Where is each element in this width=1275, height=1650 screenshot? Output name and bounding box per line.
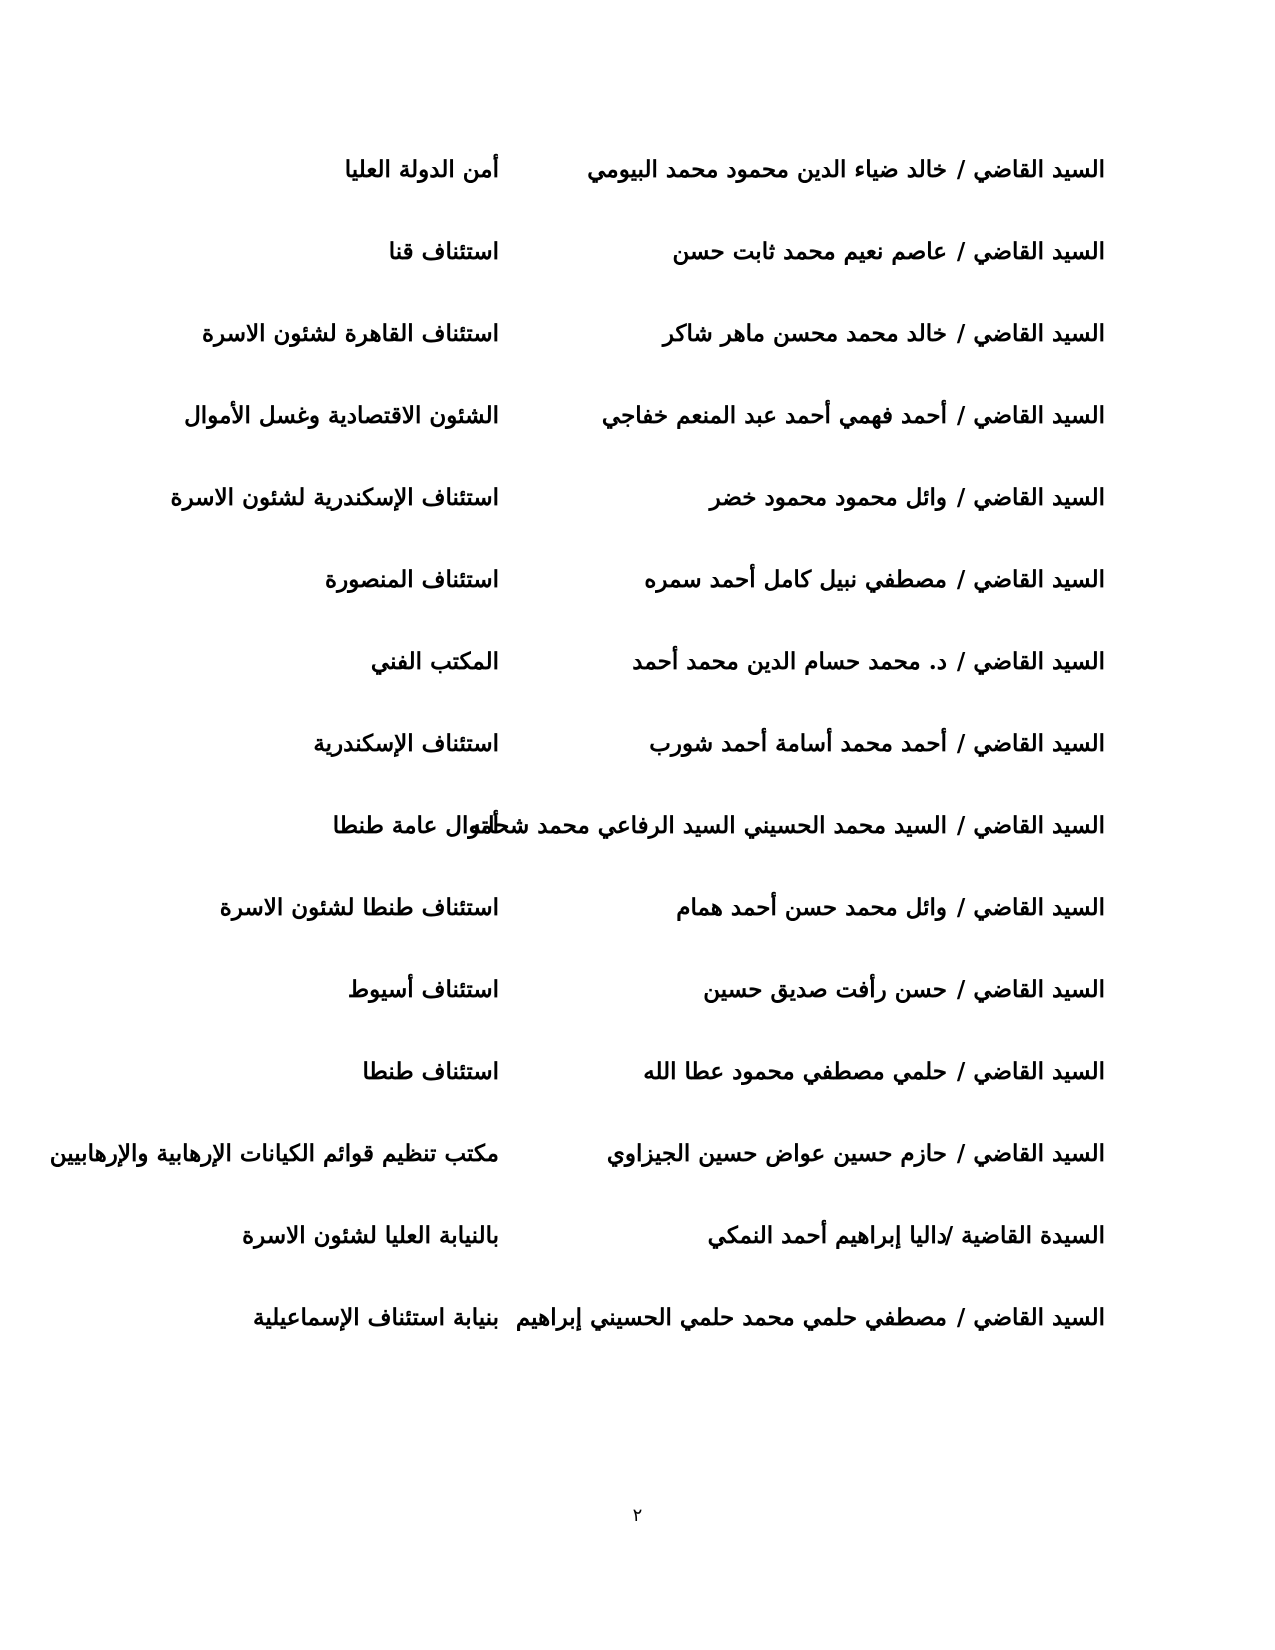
entry-row-15 [0, 1298, 1275, 1338]
entry-name: وائل محمود محمود خضر [709, 484, 947, 511]
entry-department: استئناف المنصورة [325, 566, 499, 593]
entry-title: السيد القاضي / [956, 402, 1105, 429]
entry-department: مكتب تنظيم قوائم الكيانات الإرهابية والإرهابيين [49, 1140, 499, 1167]
entry-row-9 [0, 806, 1275, 846]
entry-department: أمن الدولة العليا [344, 156, 499, 183]
entry-title: السيد القاضي / [956, 1140, 1105, 1167]
entry-name: وائل محمد حسن أحمد همام [676, 894, 947, 921]
entry-department: استئناف الإسكندرية [313, 730, 499, 757]
entry-department: بالنيابة العليا لشئون الاسرة [242, 1222, 499, 1249]
entry-title: السيد القاضي / [956, 238, 1105, 265]
entry-row-12 [0, 1052, 1275, 1092]
entry-row-2 [0, 232, 1275, 272]
entry-department: استئناف الإسكندرية لشئون الاسرة [170, 484, 499, 511]
entry-department: استئناف طنطا [362, 1058, 499, 1085]
entry-name: حسن رأفت صديق حسين [703, 976, 947, 1003]
entry-title: السيد القاضي / [956, 1304, 1105, 1331]
entry-department: الشئون الاقتصادية وغسل الأموال [184, 402, 499, 429]
entry-title: السيد القاضي / [956, 976, 1105, 1003]
entry-department: بنيابة استئناف الإسماعيلية [252, 1304, 499, 1331]
entry-name: السيد محمد الحسيني السيد الرفاعي محمد شحاته [469, 812, 947, 839]
entry-title: السيد القاضي / [956, 566, 1105, 593]
entry-title: السيد القاضي / [956, 894, 1105, 921]
page-number: ٢ [632, 1505, 643, 1526]
entry-row-6 [0, 560, 1275, 600]
entry-department: أموال عامة طنطا [332, 812, 499, 839]
entry-name: أحمد فهمي أحمد عبد المنعم خفاجي [601, 402, 947, 429]
entry-row-3 [0, 314, 1275, 354]
entry-name: داليا إبراهيم أحمد النمكي [707, 1222, 947, 1249]
entry-row-4 [0, 396, 1275, 436]
entry-title: السيد القاضي / [956, 812, 1105, 839]
entry-department: المكتب الفني [370, 648, 499, 675]
entry-title: السيد القاضي / [956, 320, 1105, 347]
entry-row-11 [0, 970, 1275, 1010]
entry-row-10 [0, 888, 1275, 928]
entry-name: خالد محمد محسن ماهر شاكر [662, 320, 947, 347]
entry-row-1 [0, 150, 1275, 190]
entry-department: استئناف أسيوط [347, 976, 499, 1003]
entry-name: حازم حسين عواض حسين الجيزاوي [606, 1140, 947, 1167]
entry-name: د. محمد حسام الدين محمد أحمد [632, 648, 947, 675]
entry-name: خالد ضياء الدين محمود محمد البيومي [587, 156, 947, 183]
entry-name: أحمد محمد أسامة أحمد شورب [649, 730, 947, 757]
entry-name: عاصم نعيم محمد ثابت حسن [672, 238, 947, 265]
entry-title: السيد القاضي / [956, 1058, 1105, 1085]
entry-name: حلمي مصطفي محمود عطا الله [643, 1058, 947, 1085]
entry-title: السيدة القاضية / [944, 1222, 1105, 1249]
entry-department: استئناف القاهرة لشئون الاسرة [201, 320, 499, 347]
entry-name: مصطفي نبيل كامل أحمد سمره [644, 566, 947, 593]
entry-title: السيد القاضي / [956, 648, 1105, 675]
entry-department: استئناف قنا [388, 238, 499, 265]
entry-row-5 [0, 478, 1275, 518]
entry-row-13 [0, 1134, 1275, 1174]
entry-department: استئناف طنطا لشئون الاسرة [219, 894, 499, 921]
entry-title: السيد القاضي / [956, 730, 1105, 757]
entry-title: السيد القاضي / [956, 156, 1105, 183]
entry-row-7 [0, 642, 1275, 682]
entry-row-14 [0, 1216, 1275, 1256]
entry-name: مصطفي حلمي محمد حلمي الحسيني إبراهيم [515, 1304, 947, 1331]
entry-title: السيد القاضي / [956, 484, 1105, 511]
entry-row-8 [0, 724, 1275, 764]
